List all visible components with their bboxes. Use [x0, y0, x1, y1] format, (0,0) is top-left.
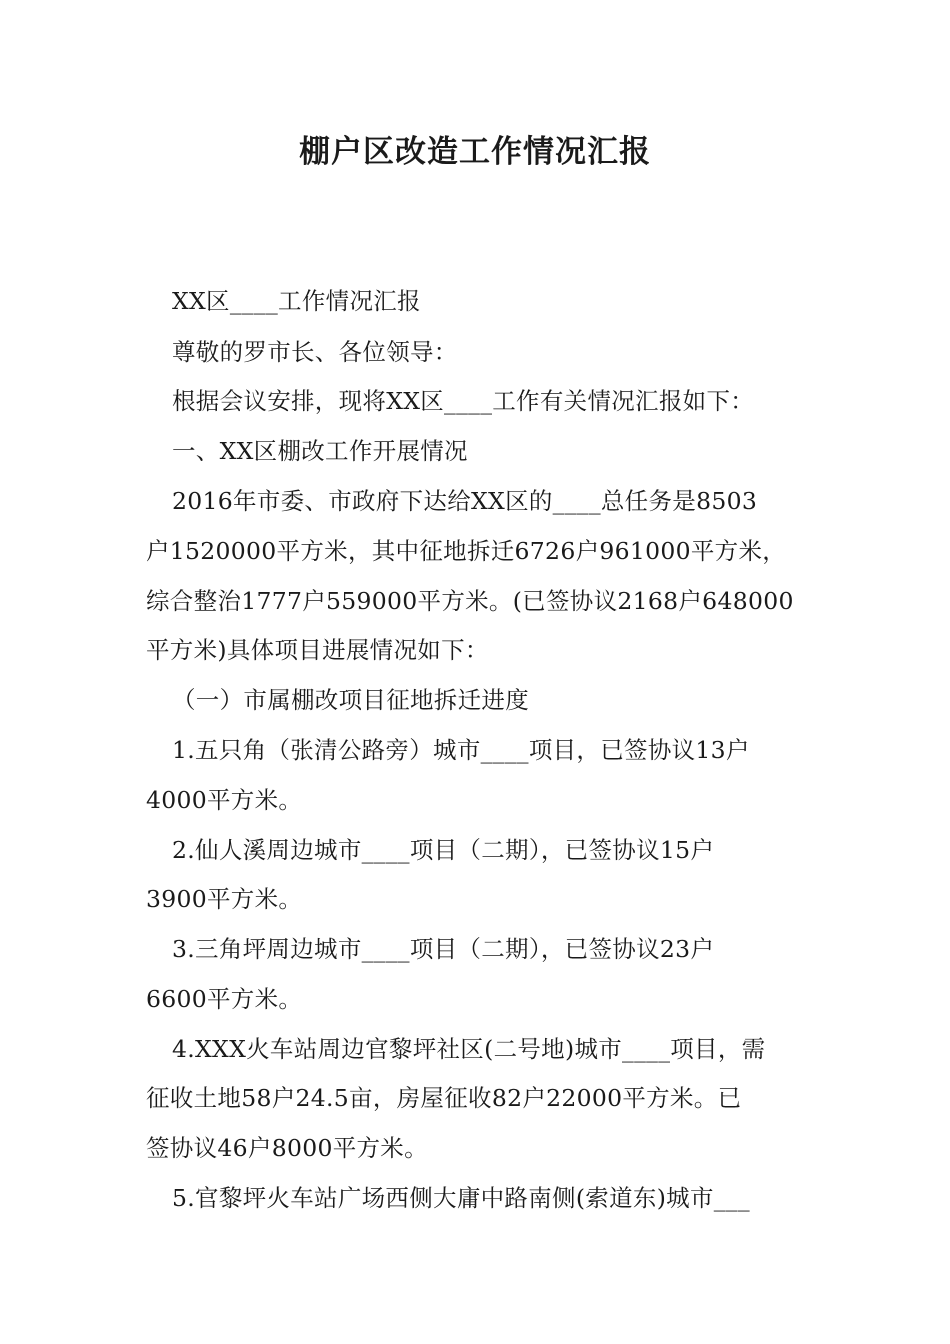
body-line-task: 2016年市委、市政府下达给XX区的____总任务是8503 [172, 487, 758, 515]
list-item-3-cont: 6600平方米。 [146, 985, 303, 1013]
list-item-4: 4.XXX火车站周边官黎坪社区(二号地)城市____项目，需 [172, 1035, 766, 1063]
list-item-4-cont-2: 签协议46户8000平方米。 [146, 1134, 428, 1162]
list-item-2: 2.仙人溪周边城市____项目（二期），已签协议15户 [172, 836, 715, 864]
body-line-intro: 根据会议安排，现将XX区____工作有关情况汇报如下： [172, 387, 755, 415]
list-item-5: 5.官黎坪火车站广场西侧大庸中路南侧(索道东)城市___ [172, 1184, 750, 1212]
list-item-3: 3.三角坪周边城市____项目（二期），已签协议23户 [172, 935, 715, 963]
subsection-heading-1: （一）市属棚改项目征地拆迁进度 [172, 686, 529, 714]
list-item-2-cont: 3900平方米。 [146, 885, 303, 913]
body-line-task-cont-3: 平方米)具体项目进展情况如下： [146, 636, 489, 664]
body-line-task-cont-1: 户1520000平方米，其中征地拆迁6726户961000平方米， [146, 537, 787, 565]
body-line-task-cont-2: 综合整治1777户559000平方米。(已签协议2168户648000 [146, 587, 794, 615]
list-item-1-cont: 4000平方米。 [146, 786, 303, 814]
body-line-subtitle: XX区____工作情况汇报 [172, 287, 421, 315]
section-heading-1: 一、XX区棚改工作开展情况 [172, 437, 468, 465]
list-item-1: 1.五只角（张清公路旁）城市____项目，已签协议13户 [172, 736, 750, 764]
list-item-4-cont-1: 征收土地58户24.5亩，房屋征收82户22000平方米。已 [146, 1084, 742, 1112]
body-line-salutation: 尊敬的罗市长、各位领导： [172, 338, 458, 366]
document-title: 棚户区改造工作情况汇报 [299, 134, 651, 170]
